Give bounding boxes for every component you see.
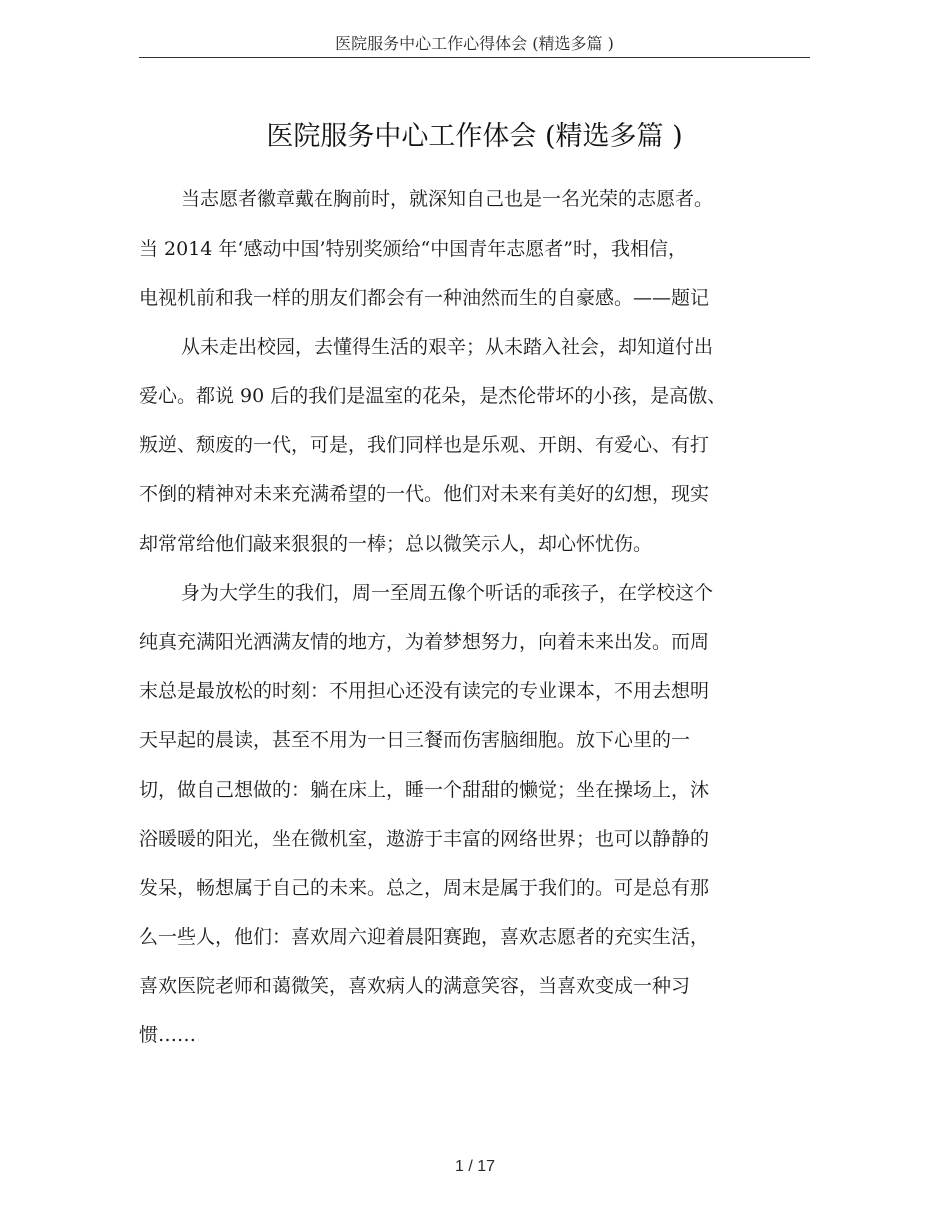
body-line: 爱心。都说 90 后的我们是温室的花朵，是杰伦带坏的小孩，是高傲、 xyxy=(139,385,727,407)
body-line: 浴暖暖的阳光，坐在微机室，遨游于丰富的网络世界；也可以静静的 xyxy=(139,828,710,850)
page-header xyxy=(139,33,810,58)
body-line: 叛逆、颓废的一代，可是，我们同样也是乐观、开朗、有爱心、有打 xyxy=(139,434,710,456)
body-line: 纯真充满阳光洒满友情的地方，为着梦想努力，向着未来出发。而周 xyxy=(139,631,710,653)
body-line: 惯…… xyxy=(139,1024,197,1046)
body-line: 天早起的晨读，甚至不用为一日三餐而伤害脑细胞。放下心里的一 xyxy=(139,729,691,751)
body-line: 却常常给他们敲来狠狠的一棒；总以微笑示人，却心怀忧伤。 xyxy=(139,533,653,555)
body-line: 不倒的精神对未来充满希望的一代。他们对未来有美好的幻想，现实 xyxy=(139,483,710,505)
body-line: 当 2014 年‘感动中国’特别奖颁给“中国青年志愿者”时，我相信， xyxy=(139,238,687,260)
running-title: 医院服务中心工作心得体会 (精选多篇 ) xyxy=(335,34,614,53)
body-line: 切，做自己想做的：躺在床上，睡一个甜甜的懒觉；坐在操场上，沐 xyxy=(139,779,710,801)
body-line: 么一些人，他们：喜欢周六迎着晨阳赛跑，喜欢志愿者的充实生活， xyxy=(139,926,710,948)
body-line: 身为大学生的我们，周一至周五像个听话的乖孩子，在学校这个 xyxy=(181,582,714,604)
document-title: 医院服务中心工作体会 (精选多篇 ) xyxy=(266,121,683,152)
body-line: 从未走出校园，去懂得生活的艰辛；从未踏入社会，却知道付出 xyxy=(181,336,714,358)
body-line: 当志愿者徽章戴在胸前时，就深知自己也是一名光荣的志愿者。 xyxy=(181,188,714,210)
body-line: 发呆，畅想属于自己的未来。总之，周末是属于我们的。可是总有那 xyxy=(139,877,710,899)
body-line: 末总是最放松的时刻：不用担心还没有读完的专业课本，不用去想明 xyxy=(139,680,710,702)
page-number: 1 / 17 xyxy=(454,1158,496,1175)
page-footer xyxy=(0,1156,950,1178)
body-line: 电视机前和我一样的朋友们都会有一种油然而生的自豪感。——题记 xyxy=(139,287,710,309)
body-line: 喜欢医院老师和蔼微笑，喜欢病人的满意笑容，当喜欢变成一种习 xyxy=(139,975,691,997)
